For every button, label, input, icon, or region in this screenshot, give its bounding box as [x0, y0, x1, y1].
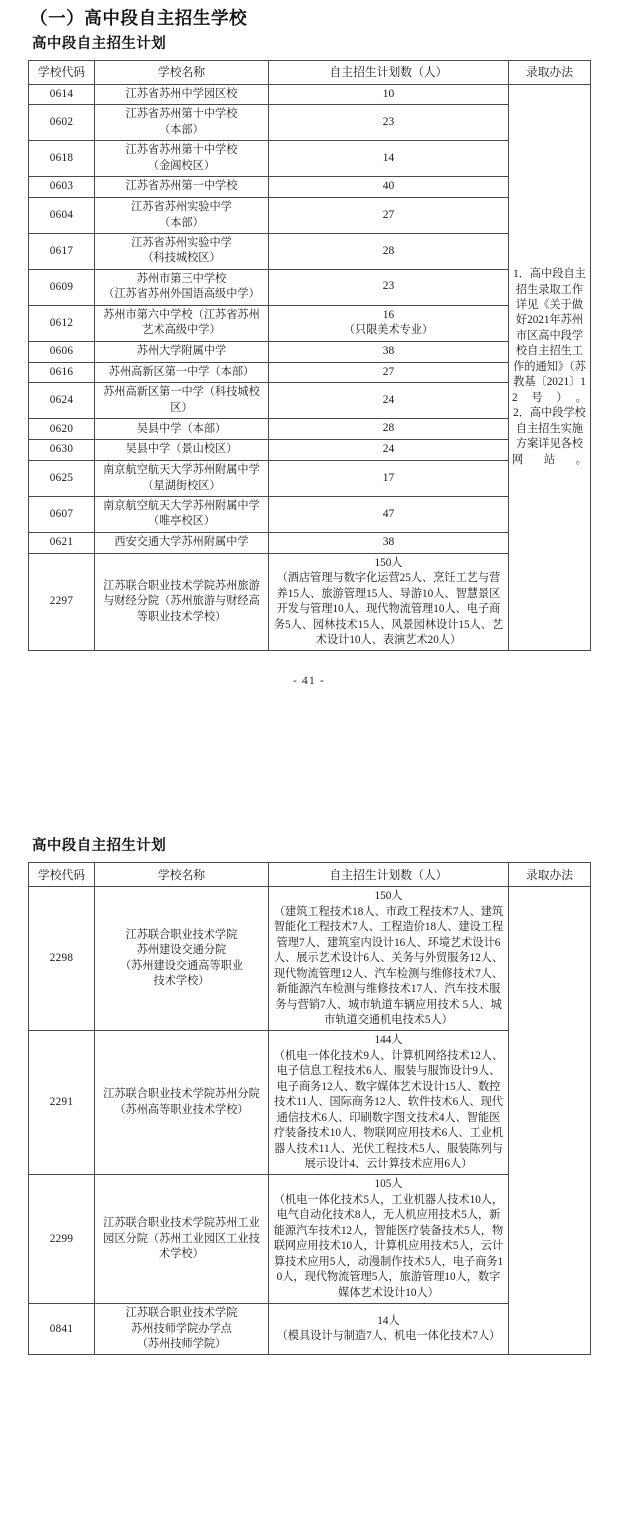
cell-school-name: 吴县中学（景山校区）	[95, 440, 269, 461]
table-header-row	[29, 60, 591, 84]
cell-plan-count	[269, 461, 509, 497]
cell-school-name: 江苏联合职业技术学院苏州旅游与财经分院（苏州旅游与财经高等职业技术学校）	[95, 553, 269, 651]
cell-plan-count	[269, 1175, 509, 1304]
plan-total: 27	[382, 365, 395, 378]
cell-school-code: 0616	[29, 362, 95, 383]
cell-school-code: 0606	[29, 341, 95, 362]
plan-total: 144人	[374, 1034, 403, 1047]
plan-total: 47	[382, 507, 395, 520]
plan-total: 16	[382, 308, 395, 321]
table-row	[29, 341, 591, 362]
plan-breakdown: （机电一体化技术5人，工业机器人技术10人，电气自动化技术8人，无人机应用技术5人，新能源汽车技术12人，智能医疗装备技术5人，物联网应用技术10人，计算机应用技术5人，云计算技术应用5人，动漫制作技术5人，电子商务10人，现代物流管理5人，旅游管理10人，数字媒体艺术设计10人）	[273, 1193, 504, 1299]
plan-breakdown: （酒店管理与数字化运营25人、烹饪工艺与营养15人、旅游管理15人、导游10人、智慧景区开发与管理10人、现代物流管理10人、电子商务5人、园林技术15人、风景园林设计15人、艺术设计10人、表演艺术20人）	[273, 572, 504, 647]
table-row	[29, 383, 591, 419]
cell-plan-count	[269, 887, 509, 1031]
table-row	[29, 1304, 591, 1355]
table-row	[29, 305, 591, 341]
cell-school-code: 0620	[29, 419, 95, 440]
cell-school-name: 苏州大学附属中学	[95, 341, 269, 362]
cell-school-code: 2291	[29, 1031, 95, 1175]
page-number: - 41 -	[292, 675, 326, 688]
cell-plan-count	[269, 305, 509, 341]
cell-school-code: 0617	[29, 234, 95, 270]
cell-school-code: 0625	[29, 461, 95, 497]
cell-school-name: 南京航空航天大学苏州附属中学（星湖街校区）	[95, 461, 269, 497]
table-row	[29, 234, 591, 270]
cell-plan-count	[269, 419, 509, 440]
plan-breakdown: （建筑工程技术18人、市政工程技术7人、建筑智能化工程技术7人、工程造价18人、建设工程管理7人、建筑室内设计16人、环境艺术设计6人、展示艺术设计6人、关务与外贸服务12人、现代物流管理12人、汽车检测与维修技术7人、新能源汽车检测与维修技术17人、汽车技术服务与营销7人、城市轨道车辆应用技术 5人、城市轨道交通机电技术5人）	[273, 905, 504, 1026]
document-page	[0, 8, 618, 1355]
column-header-school-name: 学校名称	[95, 863, 269, 887]
cell-plan-count	[269, 269, 509, 305]
plan-total: 150人	[374, 556, 403, 569]
cell-plan-count	[269, 141, 509, 177]
cell-school-name: 江苏联合职业技术学院 苏州建设交通分院 （苏州建设交通高等职业 技术学校）	[95, 887, 269, 1031]
admission-method-line: 2．高中段学校自主招生实施方案详见各校网站。	[512, 407, 587, 466]
cell-school-name: 吴县中学（本部）	[95, 419, 269, 440]
table-row	[29, 887, 591, 1031]
plan-total: 10	[382, 87, 395, 100]
cell-school-name: 江苏联合职业技术学院苏州分院（苏州高等职业技术学校）	[95, 1031, 269, 1175]
cell-school-name: 苏州高新区第一中学（本部）	[95, 362, 269, 383]
cell-plan-count	[269, 532, 509, 553]
section-title: （一）高中段自主招生学校	[30, 9, 248, 29]
plan-total: 38	[382, 535, 395, 548]
cell-school-code: 2298	[29, 887, 95, 1031]
plan-total: 40	[382, 180, 395, 193]
plan-total: 23	[382, 280, 395, 293]
column-header-plan-count: 自主招生计划数（人）	[269, 863, 509, 887]
table1-body	[29, 84, 591, 651]
cell-plan-count	[269, 362, 509, 383]
cell-school-code: 0604	[29, 198, 95, 234]
plan-total: 24	[382, 393, 395, 406]
cell-plan-count	[269, 497, 509, 533]
table-row	[29, 440, 591, 461]
column-header-school-name: 学校名称	[95, 60, 269, 84]
admission-plan-table-2	[28, 862, 591, 1355]
cell-plan-count	[269, 177, 509, 198]
cell-school-code: 0602	[29, 105, 95, 141]
column-header-school-code: 学校代码	[29, 60, 95, 84]
cell-school-code: 0609	[29, 269, 95, 305]
cell-school-name: 江苏省苏州实验中学 （本部）	[95, 198, 269, 234]
plan-total: 17	[382, 471, 395, 484]
plan-breakdown: （机电一体化技术9人、计算机网络技术12人、电子信息工程技术6人、服装与服饰设计9人、电子商务12人、数字媒体艺术设计15人、数控技术11人、国际商务12人、软件技术6人、现代通信技术6人、印刷数字图文技术4人、智能医疗装备技术10人、物联网应用技术6人、工业机器人技术11人、光伏工程技术5人、服装陈列与展示设计4、云计算技术应用6人）	[273, 1049, 504, 1171]
table-row	[29, 177, 591, 198]
cell-school-code: 0607	[29, 497, 95, 533]
table1-title: 高中段自主招生计划	[32, 35, 167, 52]
table-row	[29, 497, 591, 533]
cell-school-name: 西安交通大学苏州附属中学	[95, 532, 269, 553]
cell-school-code: 0614	[29, 84, 95, 105]
column-header-admission-method: 录取办法	[509, 863, 591, 887]
cell-admission-method	[509, 887, 591, 1355]
cell-school-name: 江苏联合职业技术学院苏州工业园区分院（苏州工业园区工业技术学校）	[95, 1175, 269, 1304]
cell-school-code: 0621	[29, 532, 95, 553]
table-row	[29, 461, 591, 497]
cell-plan-count	[269, 84, 509, 105]
cell-plan-count	[269, 234, 509, 270]
cell-school-code: 0612	[29, 305, 95, 341]
table2-body	[29, 887, 591, 1355]
cell-plan-count	[269, 1304, 509, 1355]
plan-total: 105人	[374, 1178, 403, 1191]
plan-total: 14人	[377, 1314, 400, 1327]
cell-school-name: 苏州市第六中学校（江苏省苏州艺术高级中学）	[95, 305, 269, 341]
cell-school-name: 江苏省苏州第十中学校 （本部）	[95, 105, 269, 141]
page-break-gap	[0, 687, 618, 837]
column-header-school-code: 学校代码	[29, 863, 95, 887]
table-row	[29, 141, 591, 177]
plan-total: 24	[382, 443, 395, 456]
table2-title: 高中段自主招生计划	[32, 838, 167, 855]
cell-school-name: 苏州高新区第一中学（科技城校区）	[95, 383, 269, 419]
table-row	[29, 1031, 591, 1175]
plan-total: 150人	[374, 890, 403, 903]
table-header-row	[29, 863, 591, 887]
plan-breakdown: （模具设计与制造7人、机电一体化技术7人）	[276, 1330, 501, 1343]
cell-plan-count	[269, 341, 509, 362]
cell-school-code: 2299	[29, 1175, 95, 1304]
plan-breakdown: （只限美术专业）	[343, 324, 434, 337]
cell-school-code: 0618	[29, 141, 95, 177]
plan-total: 14	[382, 151, 395, 164]
table2-wrapper	[28, 862, 590, 1355]
cell-school-code: 0603	[29, 177, 95, 198]
cell-admission-method	[509, 84, 591, 651]
table-row	[29, 1175, 591, 1304]
cell-school-name: 江苏省苏州中学园区校	[95, 84, 269, 105]
table-row	[29, 84, 591, 105]
table-row	[29, 532, 591, 553]
cell-plan-count	[269, 553, 509, 651]
admission-plan-table-1	[28, 60, 591, 652]
table-row	[29, 362, 591, 383]
table-row	[29, 553, 591, 651]
table-row	[29, 269, 591, 305]
cell-school-code: 0841	[29, 1304, 95, 1355]
cell-school-code: 0624	[29, 383, 95, 419]
cell-school-name: 江苏省苏州实验中学 （科技城校区）	[95, 234, 269, 270]
cell-plan-count	[269, 198, 509, 234]
admission-method-line: 1．高中段自主招生录取工作详见《关于做好2021年苏州市区高中段学校自主招生工作的通知》（苏教基〔2021〕12号）。	[512, 268, 587, 404]
plan-total: 38	[382, 344, 395, 357]
cell-school-name: 南京航空航天大学苏州附属中学（唯亭校区）	[95, 497, 269, 533]
cell-plan-count	[269, 1031, 509, 1175]
column-header-plan-count: 自主招生计划数（人）	[269, 60, 509, 84]
cell-school-name: 江苏省苏州第一中学校	[95, 177, 269, 198]
cell-school-code: 2297	[29, 553, 95, 651]
cell-school-name: 江苏联合职业技术学院 苏州技师学院办学点 （苏州技师学院）	[95, 1304, 269, 1355]
cell-plan-count	[269, 105, 509, 141]
plan-total: 28	[382, 422, 395, 435]
plan-total: 28	[382, 244, 395, 257]
table-row	[29, 419, 591, 440]
cell-school-name: 苏州市第三中学校 （江苏省苏州外国语高级中学）	[95, 269, 269, 305]
cell-school-name: 江苏省苏州第十中学校 （金阊校区）	[95, 141, 269, 177]
plan-total: 27	[382, 208, 395, 221]
plan-total: 23	[382, 115, 395, 128]
table1-wrapper	[28, 60, 590, 652]
cell-plan-count	[269, 440, 509, 461]
column-header-admission-method: 录取办法	[509, 60, 591, 84]
cell-school-code: 0630	[29, 440, 95, 461]
table-row	[29, 198, 591, 234]
cell-plan-count	[269, 383, 509, 419]
table-row	[29, 105, 591, 141]
